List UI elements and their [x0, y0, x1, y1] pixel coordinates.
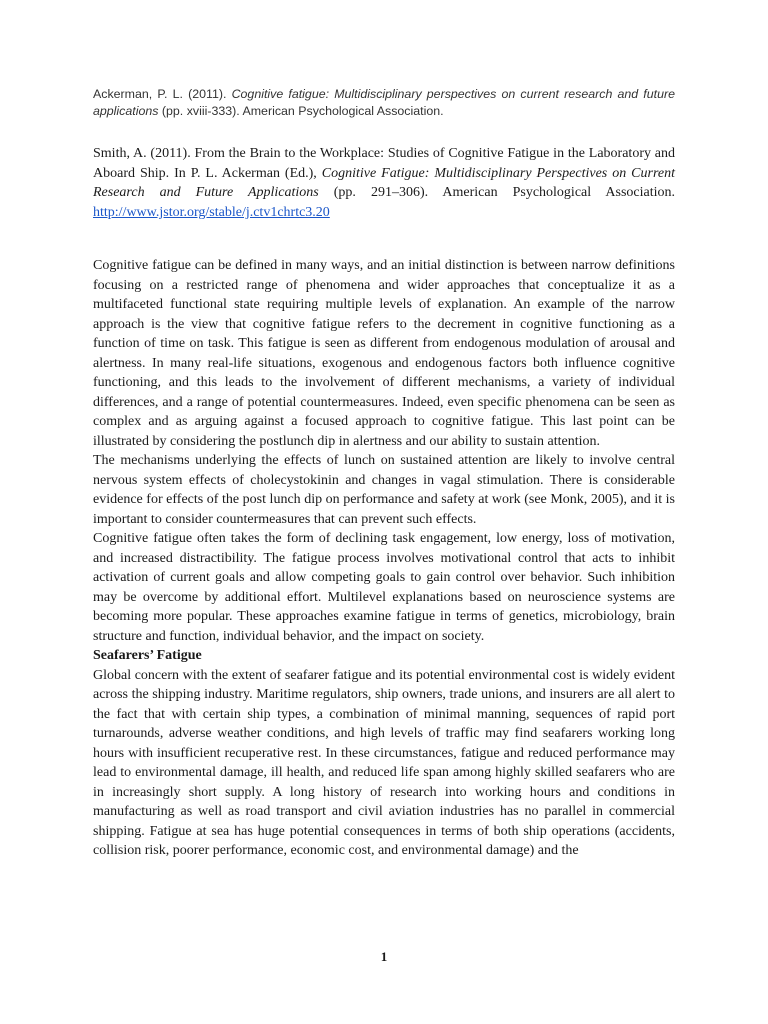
reference-smith-tail: (pp. 291–306). American Psychological Association. — [318, 185, 675, 201]
reference-ackerman-rest: (pp. xviii-333). American Psychological Association. — [158, 104, 444, 118]
paragraph-definition: Cognitive fatigue can be defined in many ways, and an initial distinction is between narrow definitions focusing on a restricted range of phenomena and wider approaches that conceptualize it as a multifaceted functional state requiring multiple levels of explanation. An example of the narrow approach is the view that cognitive fatigue refers to the decrement in cognitive functioning as a function of time on task. This fatigue is seen as different from endogenous modulation of arousal and alertness. In many real-life situations, exogenous and endogenous factors both influence cognitive functioning, and this leads to the involvement of different mechanisms, a variety of individual differences, and a range of potential countermeasures. Indeed, even specific phenomena can be seen as complex and as arguing against a focused approach to cognitive fatigue. This last point can be illustrated by considering the postlunch dip in alertness and our ability to sustain attention. — [93, 258, 675, 449]
page-number: 1 — [380, 949, 388, 964]
document-page — [93, 86, 675, 861]
spacer — [93, 222, 675, 256]
paragraph-engagement: Cognitive fatigue often takes the form of declining task engagement, low energy, loss of motivation, and increased distractibility. The fatigue process involves motivational control that acts to inhibit activation of current goals and allow competing goals to gain control over behavior. Such inhibition may be overcome by additional effort. Multilevel explanations based on neuroscience systems are becoming more popular. These approaches examine fatigue in terms of genetics, microbiology, brain structure and function, individual behavior, and the impact on society. — [93, 531, 675, 644]
reference-smith — [93, 144, 675, 222]
paragraph-seafarers: Global concern with the extent of seafarer fatigue and its potential environmental cost is widely evident across the shipping industry. Maritime regulators, ship owners, trade unions, and insurers are all alert to the fact that with certain ship types, a combination of minimal manning, sequences of rapid port turnarounds, adverse weather conditions, and high levels of traffic may find seafarers working long hours with insufficient recuperative rest. In these circumstances, fatigue and reduced performance may lead to environmental damage, ill health, and reduced life span among highly skilled seafarers who are in increasingly short supply. A long history of research into working hours and conditions in manufacturing as well as road transport and civil aviation industries has no parallel in commercial shipping. Fatigue at sea has huge potential consequences in terms of both ship operations (accidents, collision risk, poorer performance, economic cost, and environmental damage) and the — [93, 667, 675, 859]
reference-ackerman — [93, 86, 675, 120]
reference-ackerman-authors: Ackerman, P. L. (2011). — [93, 87, 232, 101]
reference-ackerman-title: Cognitive fatigue: Multidisciplinary perspectives on current research and future applications — [93, 87, 675, 118]
paragraph-mechanisms: The mechanisms underlying the effects of lunch on sustained attention are likely to involve central nervous system effects of cholecystokinin and changes in vagal stimulation. There is considerable evidence for effects of the post lunch dip on performance and safety at work (see Monk, 2005), and it is important to consider countermeasures that can prevent such effects. — [93, 453, 675, 527]
reference-smith-lead: Smith, A. (2011). From the Brain to the Workplace: Studies of Cognitive Fatigue in the Laboratory and Aboard Ship. In P. L. Ackerman (Ed.), — [93, 146, 675, 181]
section-heading: Seafarers’ Fatigue — [93, 648, 202, 664]
reference-smith-book-title: Cognitive Fatigue: Multidisciplinary Perspectives on Current Research and Future Applications — [93, 165, 675, 201]
reference-smith-link[interactable]: http://www.jstor.org/stable/j.ctv1chrtc3.20 — [93, 204, 330, 220]
